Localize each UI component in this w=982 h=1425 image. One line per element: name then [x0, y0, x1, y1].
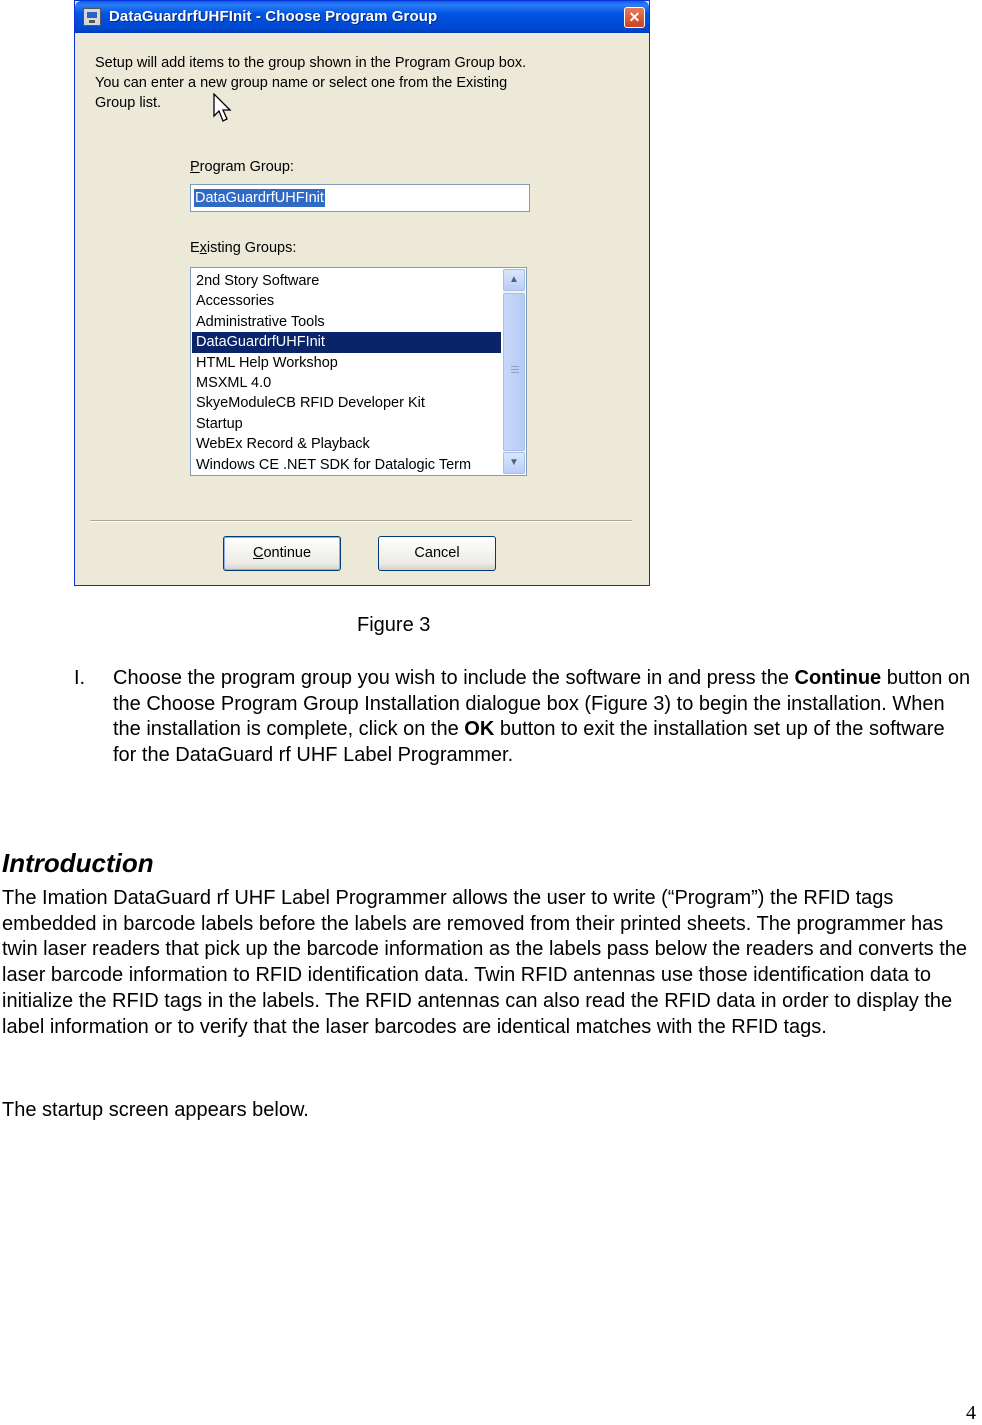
program-group-label: Program Group:: [190, 159, 294, 175]
choose-program-group-dialog: [74, 0, 650, 586]
existing-groups-list[interactable]: [190, 267, 527, 476]
list-item[interactable]: Windows CE .NET SDK for Datalogic Term: [196, 456, 472, 473]
continue-button[interactable]: Continue: [223, 536, 341, 571]
list-item[interactable]: DataGuardrfUHFInit: [192, 332, 501, 352]
startup-note: The startup screen appears below.: [2, 1099, 309, 1121]
setup-app-icon: [83, 8, 101, 26]
title-bar: [75, 1, 649, 33]
step-text: Choose the program group you wish to include the software in and press the Continue button on the Choose Program Group Installation dialogue box (Figure 3) to begin the installation. When the installation is complete, click on the OK button to exit the installation set up of the software for the DataGuard rf UHF Label Programmer.: [113, 667, 971, 767]
list-item[interactable]: SkyeModuleCB RFID Developer Kit: [196, 395, 425, 412]
list-item[interactable]: WebEx Record & Playback: [196, 436, 370, 453]
page-number: 4: [966, 1402, 976, 1424]
program-group-value: DataGuardrfUHFInit: [195, 190, 324, 206]
program-group-input[interactable]: [190, 184, 530, 212]
dialog-title: DataGuardrfUHFInit - Choose Program Group: [109, 8, 438, 25]
dialog-divider: [90, 520, 632, 522]
instructions-line-3: Group list.: [95, 95, 162, 111]
mouse-pointer-icon: [213, 93, 233, 123]
list-scrollbar[interactable]: [503, 269, 525, 474]
list-item[interactable]: Administrative Tools: [196, 313, 325, 330]
section-heading: Introduction: [2, 848, 154, 878]
introduction-paragraph: The Imation DataGuard rf UHF Label Programmer allows the user to write (“Program”) the RFID tags embedded in barcode labels before the labels are removed from their printed sheets. The programmer has twin laser readers that pick up the barcode information as the labels pass below the readers and converts the laser barcode information to RFID identification data. Twin RFID antennas use those identification data to initialize the RFID tags in the labels. The RFID antennas can also read the RFID data in order to display the label information or to verify that the laser barcodes are identical matches with the RFID tags.: [2, 887, 967, 1038]
scroll-down-icon[interactable]: ▼: [503, 452, 525, 474]
list-item[interactable]: 2nd Story Software: [196, 273, 320, 289]
existing-groups-label: Existing Groups:: [190, 240, 297, 256]
existing-groups-items: [192, 271, 501, 475]
instructions-line-1: Setup will add items to the group shown in the Program Group box.: [95, 55, 527, 71]
close-button[interactable]: ✕: [624, 7, 645, 28]
scrollbar-thumb[interactable]: [503, 293, 525, 451]
instructions-line-2: You can enter a new group name or select one from the Existing: [95, 75, 508, 91]
cancel-button[interactable]: Cancel: [378, 536, 496, 571]
dialog-instructions: [95, 53, 635, 113]
list-item[interactable]: Accessories: [196, 293, 275, 310]
scroll-up-icon[interactable]: ▲: [503, 269, 525, 291]
figure-caption: Figure 3: [357, 614, 431, 636]
step-number: I.: [74, 667, 86, 689]
list-item[interactable]: Startup: [196, 415, 243, 432]
list-item[interactable]: MSXML 4.0: [196, 374, 272, 391]
list-item[interactable]: HTML Help Workshop: [196, 354, 338, 371]
